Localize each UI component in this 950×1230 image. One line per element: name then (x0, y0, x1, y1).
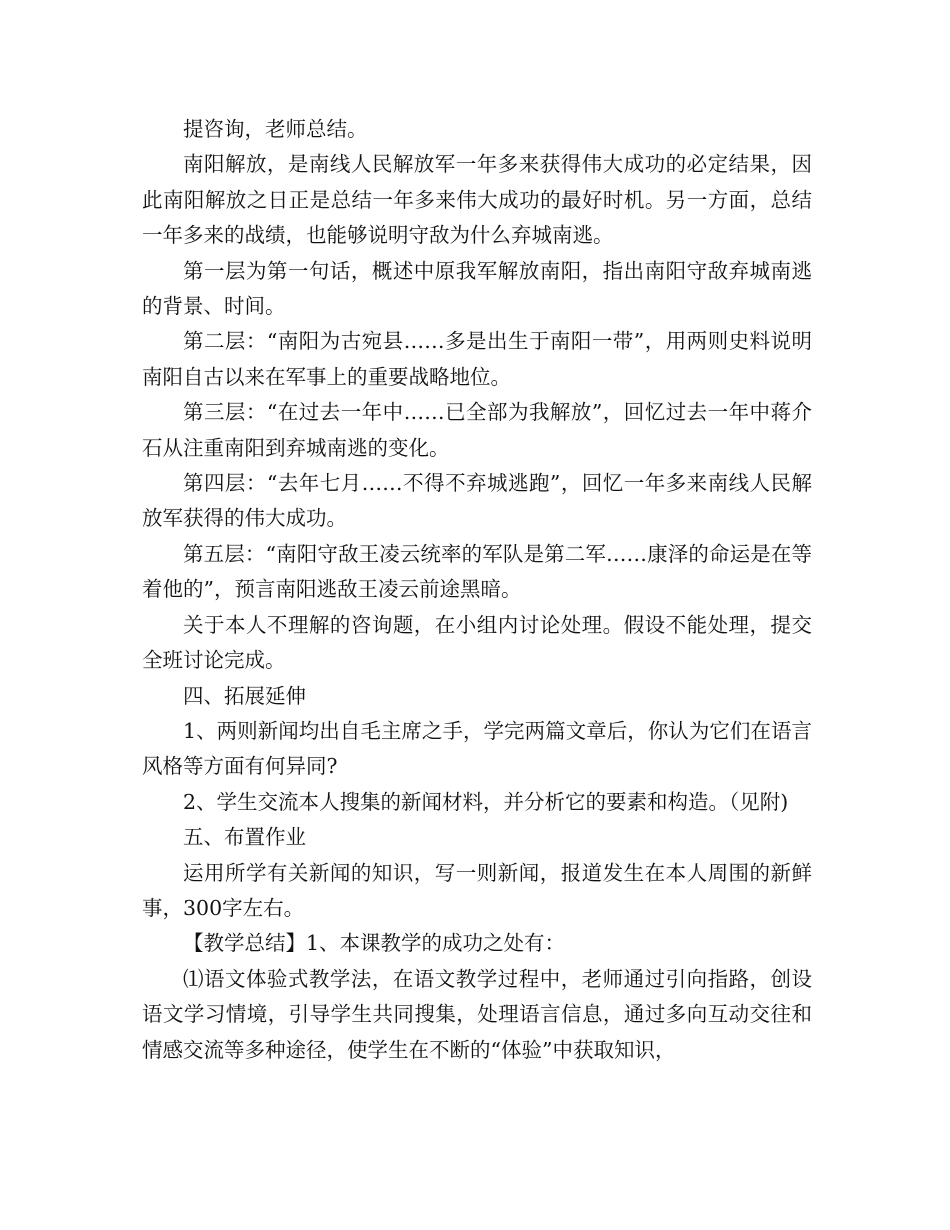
paragraph: 【教学总结】1、本课教学的成功之处有： (183, 931, 566, 956)
paragraph: 2、学生交流本人搜集的新闻材料，并分析它的要素和构造。（见附) (183, 789, 789, 814)
paragraph: 第二层：“南阳为古宛县……多是出生于南阳一带”，用两则史料说明南阳自古以来在军事上的重要战略地位。 (142, 329, 812, 389)
document-body (142, 112, 812, 1068)
section-heading: 五、布置作业 (183, 825, 306, 850)
paragraph: 第一层为第一句话，概述中原我军解放南阳，指出南阳守敌弃城南逃的背景、时间。 (142, 258, 812, 319)
paragraph: 运用所学有关新闻的知识，写一则新闻，报道发生在本人周围的新鲜事，300字左右。 (142, 860, 812, 920)
paragraph: ⑴语文体验式教学法，在语文教学过程中，老师通过引向指路，创设语文学习情境，引导学生共同搜集，处理语言信息，通过多向互动交往和情感交流等多种途径，使学生在不断的“体验”中获取知识， (142, 966, 812, 1062)
paragraph: 关于本人不理解的咨询题，在小组内讨论处理。假设不能处理，提交全班讨论完成。 (142, 612, 812, 673)
paragraph: 提咨询，老师总结。 (183, 117, 368, 141)
section-heading: 四、拓展延伸 (183, 683, 306, 708)
paragraph: 1、两则新闻均出自毛主席之手，学完两篇文章后，你认为它们在语言风格等方面有何异同? (142, 718, 812, 779)
paragraph: 第五层：“南阳守敌王凌云统率的军队是第二军……康泽的命运是在等着他的”，预言南阳逃敌王凌云前途黑暗。 (142, 541, 812, 602)
paragraph: 南阳解放，是南线人民解放军一年多来获得伟大成功的必定结果，因此南阳解放之日正是总结一年多来伟大成功的最好时机。另一方面，总结一年多来的战绩，也能够说明守敌为什么弃城南逃。 (142, 152, 812, 248)
paragraph: 第四层：“去年七月……不得不弃城逃跑”，回忆一年多来南线人民解放军获得的伟大成功。 (142, 471, 812, 531)
paragraph: 第三层：“在过去一年中……已全部为我解放”，回忆过去一年中蒋介石从注重南阳到弃城南逃的变化。 (142, 400, 812, 460)
